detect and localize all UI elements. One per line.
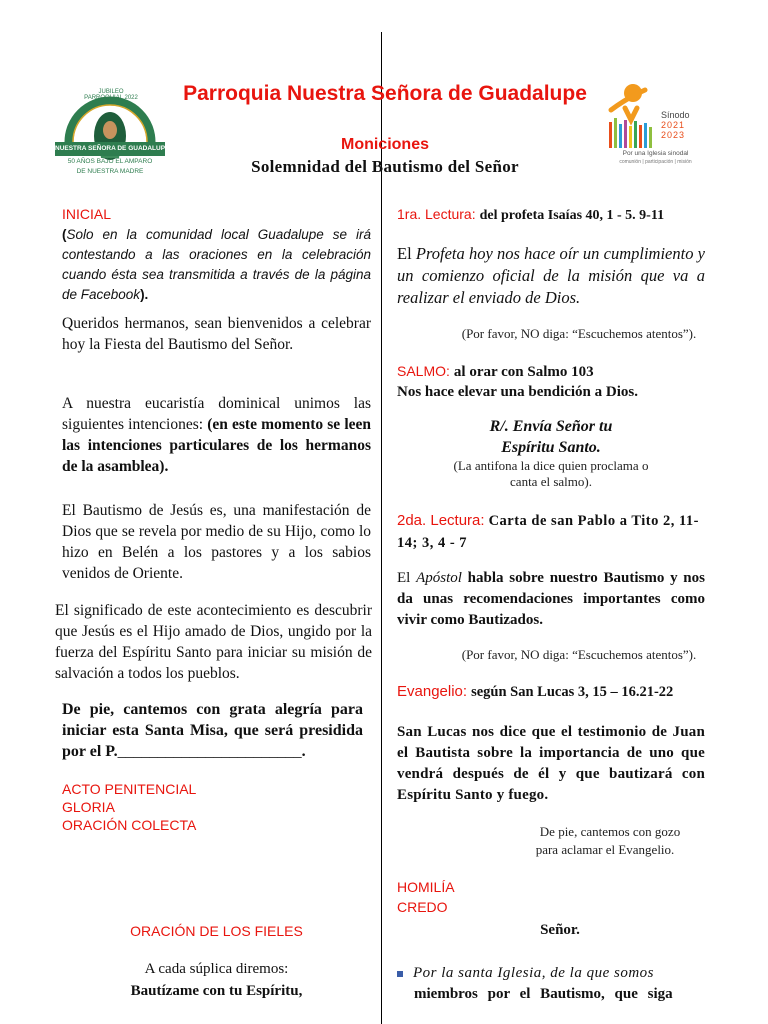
evangelio-label: Evangelio: [397, 683, 468, 700]
gloria: GLORIA [62, 799, 115, 815]
sinodo-logo-caption-1: Por una Iglesia sinodal [622, 150, 689, 157]
de-pie-aclamar-2: para aclamar el Evangelio. [535, 842, 675, 857]
oracion-fieles: ORACIÓN DE LOS FIELES [130, 923, 303, 939]
paragraph-significado: El significado de este acontecimiento es descubrir que Jesús es el Hijo amado de Dios, ungido por la fuerza del Espíritu Santo para iniciar su misión de salvación a todos los pueblos. [55, 602, 372, 682]
jubilee-logo-band [55, 142, 184, 156]
presider-blank: _______________________ [117, 743, 302, 760]
salmo-text: Nos hace elevar una bendición a Dios. [397, 384, 638, 400]
suplica-respuesta: Bautízame con tu Espíritu, [130, 983, 303, 999]
bullet-icon [397, 971, 403, 977]
inicial-heading: INICIAL [62, 206, 112, 222]
antifona-note-1: (La antifona la dice quien proclama o [453, 458, 649, 473]
responsorio-line-1: R/. Envía Señor tu [489, 418, 613, 435]
lectura-2-label: 2da. Lectura: [397, 512, 485, 529]
senor-heading: Señor. [540, 922, 580, 938]
peticion-1-text-a: Por la santa Iglesia, de la que somos [413, 965, 654, 981]
lectura-1-text: El Profeta hoy nos hace oír un cumplimiento y un comienzo oficial de la misión que va a realizar el enviado de Dios. [397, 244, 705, 307]
sinodo-logo-years-1: 2021 [661, 120, 686, 130]
salmo-heading [397, 363, 594, 381]
lectura-1-ref: del profeta Isaías 40, 1 - 5. 9-11 [479, 208, 665, 223]
paragraph-intenciones [62, 393, 371, 477]
page-title: Parroquia Nuestra Señora de Guadalupe [183, 82, 587, 105]
lectura-1-body: Profeta hoy nos hace oír un cumplimiento y un comienzo oficial de la misión que va a realizar el enviado de Dios [397, 244, 705, 307]
jubilee-logo-arc-text: JUBILEO PARROQUIAL 2022 [84, 89, 138, 101]
peticion-1-line-2 [397, 984, 727, 1005]
jubilee-logo [55, 86, 184, 186]
intenciones-note: (en este momento se leen las intenciones particulares de los hermanos de la asamblea). [62, 416, 372, 475]
jubilee-logo-caption-1: 50 AÑOS BAJO EL AMPARO [67, 158, 153, 165]
paragraph-de-pie: De pie, cantemos con grata alegría para iniciar esta Santa Misa, que será presidida por el P._______________________. [62, 701, 363, 760]
lectura-1-heading [397, 206, 717, 224]
evangelio-ref: según San Lucas 3, 15 – 16.21-22 [471, 684, 674, 700]
jubilee-logo-band-text: NUESTRA SEÑORA DE GUADALUPE SFS [55, 145, 184, 152]
intenciones-text: A nuestra eucaristía dominical unimos las siguientes intenciones: [62, 395, 371, 433]
peticion-1-line-1 [397, 963, 727, 984]
lectura-2-apostol: Apóstol [416, 570, 462, 586]
de-pie-aclamar-1: De pie, cantemos con gozo [539, 824, 681, 839]
acto-penitencial: ACTO PENITENCIAL [62, 781, 197, 797]
page-subtitle-red: Moniciones [340, 136, 429, 153]
salmo-ref: al orar con Salmo 103 [453, 364, 594, 380]
inicial-note-text: Solo en la comunidad local Guadalupe se irá contestando a las oraciones en la celebración cuando ésta sea transmitida a través de la página de Facebook [62, 227, 371, 302]
responsorio-line-2: Espíritu Santo. [501, 439, 601, 456]
lectura-2-heading [397, 510, 707, 554]
lectura-2-el: El [397, 570, 417, 586]
lectura-1-el: El [397, 244, 416, 263]
paragraph-bautismo: El Bautismo de Jesús es, una manifestación de Dios que se revela por medio de su Hijo, como lo hizo en Belén a los pastores y a los sabios venidos de Oriente. [62, 502, 371, 582]
paragraph-bienvenida: Queridos hermanos, sean bienvenidos a celebrar hoy la Fiesta del Bautismo del Señor. [62, 315, 371, 353]
homilia: HOMILÍA [397, 879, 455, 895]
credo: CREDO [397, 899, 448, 915]
note-escuchemos-2: (Por favor, NO diga: “Escuchemos atentos”). [461, 647, 697, 662]
evangelio-text: San Lucas nos dice que el testimonio de Juan el Bautista sobre la importancia de uno que vendrá después de él y que bautizará con Espíritu Santo y fuego. [397, 724, 705, 803]
sinodo-logo-word: Sínodo [661, 110, 690, 120]
jubilee-logo-caption-2: DE NUESTRA MADRE [76, 168, 144, 175]
lectura-1-label: 1ra. Lectura: [397, 206, 476, 222]
de-pie-text: De pie, cantemos con grata alegría para iniciar esta Santa Misa, que será presidida por el P. [62, 701, 363, 760]
antifona-note-2: canta el salmo). [510, 474, 592, 489]
oracion-colecta: ORACIÓN COLECTA [62, 817, 197, 833]
peticion-1 [397, 963, 727, 1005]
sinodo-logo-years-2: 2023 [661, 130, 686, 140]
column-divider [381, 32, 382, 1024]
note-escuchemos-1: (Por favor, NO diga: “Escuchemos atentos”). [461, 326, 697, 341]
page-subtitle: Solemnidad del Bautismo del Señor [251, 157, 519, 176]
sinodo-logo-caption-2: comunión | participación | misión [619, 159, 692, 165]
lectura-2-text [397, 568, 705, 631]
evangelio-heading [397, 683, 673, 701]
inicial-note: (Solo en la comunidad local Guadalupe se irá contestando a las oraciones en la celebración cuando ésta sea transmitida a través de la página de Facebook). [62, 227, 371, 302]
suplica-intro: A cada súplica diremos: [144, 961, 289, 977]
lectura-2-body: habla sobre nuestro Bautismo y nos da unas recomendaciones importantes como vivir como Bautizados. [397, 570, 705, 628]
peticion-1-text-b: miembros por el Bautismo, que siga [414, 986, 673, 1002]
lectura-2-ref: Carta de san Pablo a Tito 2, 11-14; 3, 4 - 7 [397, 513, 699, 551]
salmo-label: SALMO: [397, 363, 450, 379]
